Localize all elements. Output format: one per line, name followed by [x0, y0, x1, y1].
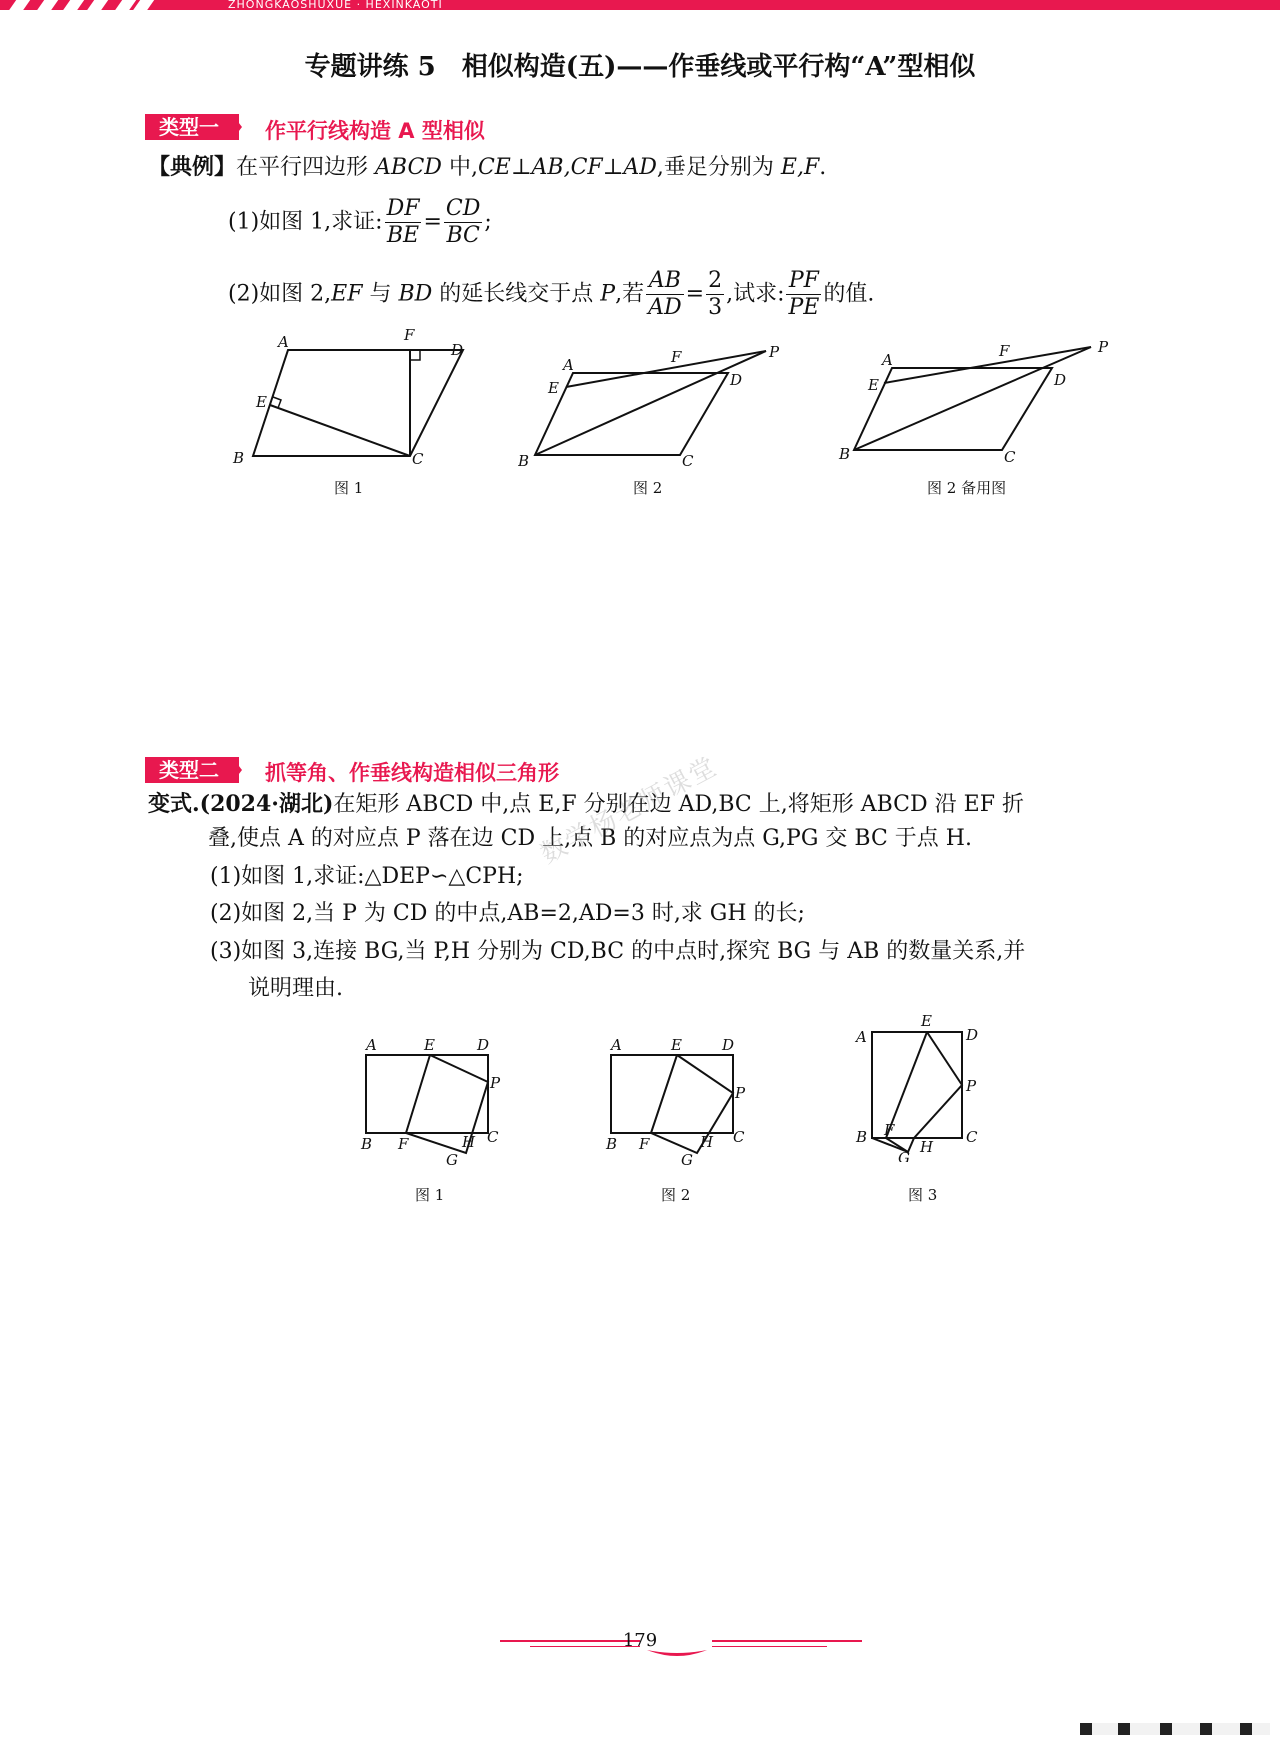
label: C — [682, 452, 694, 470]
q2-text: 的延长线交于点 — [432, 281, 601, 307]
label: E — [671, 1036, 682, 1054]
question-1 — [228, 196, 492, 249]
equals: = — [423, 209, 442, 235]
label: F — [884, 1121, 895, 1139]
label: B — [361, 1135, 373, 1153]
segment-ce — [270, 405, 410, 456]
label: A — [611, 1036, 622, 1054]
top-banner — [0, 0, 1280, 10]
label: D — [722, 1036, 735, 1054]
label: D — [730, 371, 743, 389]
q2-text: BD — [398, 281, 433, 307]
type1-tag-arrow — [232, 114, 242, 140]
label: P — [490, 1074, 501, 1092]
label: B — [233, 449, 245, 467]
q2-text: 的值. — [823, 281, 875, 307]
q2-text: ,若 — [615, 281, 645, 307]
fraction — [786, 268, 821, 321]
label: C — [412, 450, 424, 468]
label: E — [868, 376, 879, 394]
page-title: 专题讲练 5 相似构造(五)——作垂线或平行构“A”型相似 — [304, 52, 976, 82]
watermark: 数学杨老师课堂 — [535, 751, 723, 870]
type2-figure-1 — [360, 1030, 510, 1170]
type1-tag: 类型一 — [145, 114, 239, 140]
figure-caption: 图 3 — [908, 1186, 938, 1204]
example-text: . — [819, 155, 827, 180]
example-text: E,F — [780, 155, 820, 180]
folded-shape — [651, 1055, 733, 1153]
variant-question-2: (2)如图 2,当 P 为 CD 的中点,AB=2,AD=3 时,求 GH 的长; — [210, 901, 805, 926]
type1-figure-2-backup — [832, 340, 1122, 470]
label: F — [404, 326, 415, 344]
type1-heading: 作平行线构造 A 型相似 — [265, 119, 485, 143]
fraction — [385, 196, 422, 249]
denominator: BC — [446, 223, 480, 248]
figure-caption: 图 2 备用图 — [927, 479, 1007, 497]
type2-figure-3 — [850, 1012, 1010, 1162]
type2-tag: 类型二 — [145, 757, 239, 783]
label: B — [839, 445, 851, 463]
fraction — [444, 196, 482, 249]
label: C — [966, 1128, 978, 1146]
fraction — [706, 268, 724, 321]
label: A — [882, 351, 893, 369]
label: F — [999, 342, 1010, 360]
figure-caption: 图 1 — [334, 479, 364, 497]
denominator: AD — [648, 295, 682, 320]
type2-tag-arrow — [232, 757, 242, 783]
label: E — [424, 1036, 435, 1054]
variant-question-1: (1)如图 1,求证:△DEP∽△CPH; — [210, 864, 524, 889]
bottom-bar — [1080, 1723, 1270, 1735]
figure-caption: 图 2 — [661, 1186, 691, 1204]
label: C — [733, 1128, 745, 1146]
example-text: 在平行四边形 — [236, 155, 376, 180]
numerator: PF — [786, 268, 821, 295]
variant-label: 变式.(2024·湖北) — [148, 791, 334, 817]
label: A — [278, 333, 289, 351]
variant-question-3-cont: 说明理由. — [248, 976, 343, 1001]
label: B — [606, 1135, 618, 1153]
type2-heading: 抓等角、作垂线构造相似三角形 — [265, 761, 559, 785]
example-text: 中, — [441, 155, 478, 180]
denominator: 3 — [708, 295, 723, 320]
label: C — [1004, 448, 1016, 466]
label: A — [366, 1036, 377, 1054]
numerator: DF — [386, 196, 420, 221]
label: E — [548, 379, 559, 397]
q2-text: EF — [331, 281, 363, 307]
label: A — [563, 356, 574, 374]
fraction — [646, 268, 684, 321]
label: F — [398, 1135, 409, 1153]
label: D — [966, 1026, 979, 1044]
q2-text: 与 — [362, 281, 399, 307]
numerator: AB — [646, 268, 684, 295]
label: G — [681, 1151, 693, 1169]
denominator: BE — [386, 223, 420, 248]
numerator: 2 — [708, 268, 723, 293]
variant-text: 在矩形 ABCD 中,点 E,F 分别在边 AD,BC 上,将矩形 ABCD 沿 EF 折 — [333, 792, 1024, 817]
label: D — [477, 1036, 490, 1054]
label: G — [898, 1149, 910, 1162]
q2-text: ,试求: — [726, 281, 785, 307]
type2-figure-2 — [605, 1030, 755, 1170]
figure-caption: 图 2 — [633, 479, 663, 497]
type1-figure-2 — [518, 345, 788, 470]
label: D — [1054, 371, 1067, 389]
numerator: CD — [445, 196, 481, 221]
label: B — [518, 452, 530, 470]
label: P — [769, 345, 780, 361]
variant-question-3: (3)如图 3,连接 BG,当 P,H 分别为 CD,BC 的中点时,探究 BG 与 AB 的数量关系,并 — [210, 939, 1026, 964]
page-number: 179 — [622, 1630, 658, 1651]
question-2 — [228, 268, 874, 321]
example-label: 【典例】 — [148, 154, 237, 180]
label: H — [700, 1133, 714, 1151]
equals: = — [685, 281, 705, 307]
label: F — [671, 348, 682, 366]
label: P — [735, 1084, 746, 1102]
label: E — [256, 393, 267, 411]
folded-edge — [898, 1032, 962, 1138]
label: H — [462, 1133, 476, 1151]
q1-suffix: ; — [484, 209, 492, 235]
label: E — [921, 1012, 932, 1030]
label: H — [920, 1138, 934, 1156]
banner-text: ZHONGKAOSHUXUE · HEXINKAOTI — [228, 0, 443, 11]
figure-caption: 图 1 — [415, 1186, 445, 1204]
variant-line-2: 叠,使点 A 的对应点 P 落在边 CD 上,点 B 的对应点为点 G,PG 交 BC 于点 H. — [208, 826, 972, 851]
rectangle — [611, 1055, 733, 1133]
parallelogram — [253, 350, 463, 456]
label: P — [966, 1077, 977, 1095]
label: D — [451, 341, 464, 359]
label: G — [446, 1151, 458, 1169]
label: F — [639, 1135, 650, 1153]
q1-prefix: (1)如图 1,求证: — [228, 209, 383, 235]
right-angle-mark — [410, 350, 420, 360]
q2-text: (2)如图 2, — [228, 281, 332, 307]
example-text: CE⊥AB,CF⊥AD — [477, 155, 657, 180]
label: A — [856, 1028, 867, 1046]
label: C — [487, 1128, 499, 1146]
label: B — [856, 1128, 868, 1146]
type1-figure-1 — [228, 325, 468, 470]
label: P — [1098, 340, 1109, 356]
example-text: ,垂足分别为 — [656, 155, 781, 180]
example-text: ABCD — [375, 155, 442, 180]
folded-shape — [406, 1055, 488, 1153]
q2-text: P — [600, 281, 616, 307]
example-statement — [148, 152, 826, 183]
denominator: PE — [788, 295, 820, 320]
